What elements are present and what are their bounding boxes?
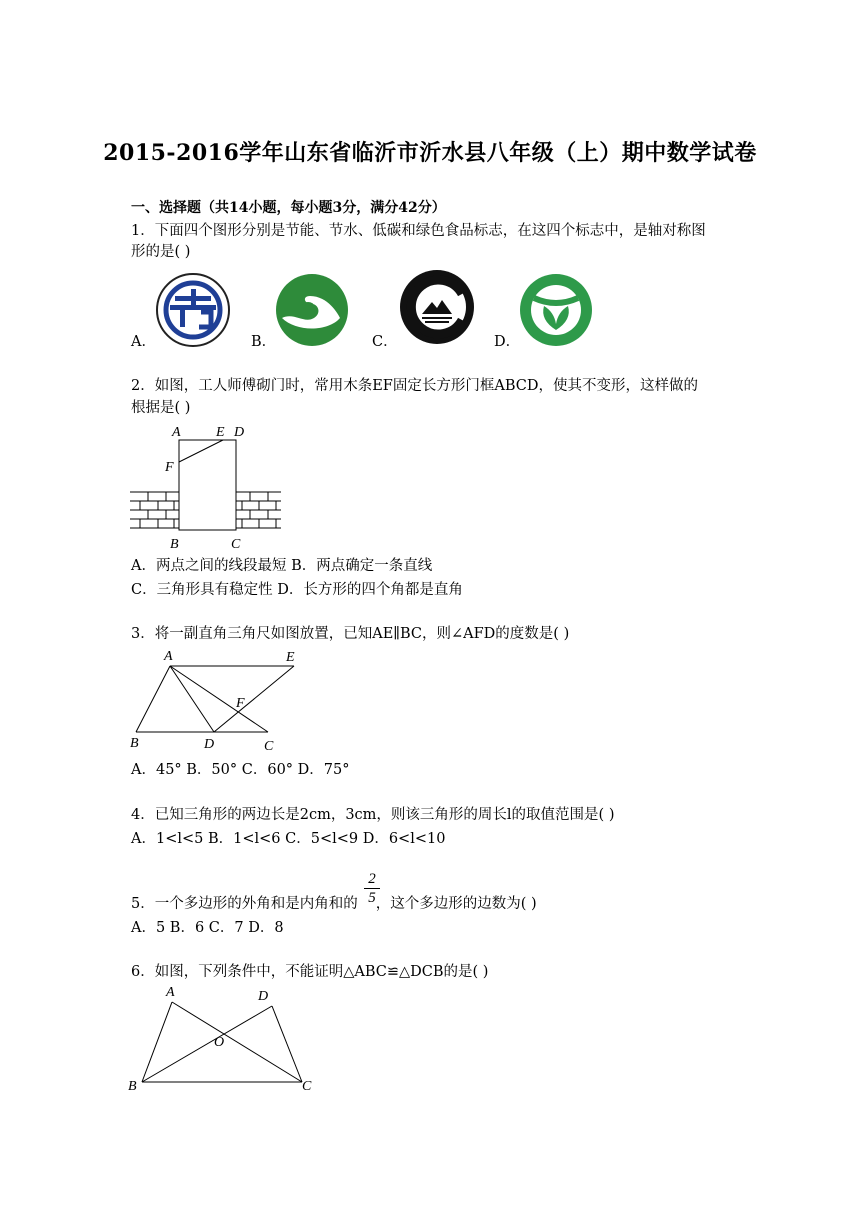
q2-label-e: E [216,425,225,440]
q2-label-a: A [172,425,181,440]
water-saving-logo [274,272,350,348]
q1-option-a-label: A． [131,334,156,350]
q5-fraction-numerator: 2 [368,871,376,887]
q2-options-row2: C．三角形具有稳定性 D．长方形的四个角都是直角 [131,582,463,598]
q6-text: 6．如图，下列条件中，不能证明△ABC≌△DCB的是( ) [131,964,489,980]
q3-triangles-figure [128,644,308,756]
q5-fraction-denominator: 5 [368,890,376,906]
q3-label-c: C [264,739,274,754]
q4-text: 4．已知三角形的两边长是2cm，3cm，则该三角形的周长l的取值范围是( ) [131,807,615,823]
section-heading: 一、选择题（共14小题，每小题3分，满分42分） [131,200,446,216]
q2-options-row1: A．两点之间的线段最短 B．两点确定一条直线 [131,558,433,574]
q1-text-line1: 1．下面四个图形分别是节能、节水、低碳和绿色食品标志，在这四个标志中，是轴对称图 [131,223,706,239]
q1-text-line2: 形的是( ) [131,244,191,260]
q3-label-d: D [204,737,215,752]
page-title: 2015-2016学年山东省临沂市沂水县八年级（上）期中数学试卷 [103,140,757,166]
q3-options: A．45° B．50° C．60° D．75° [131,762,350,778]
q3-label-f: F [236,696,245,711]
q2-label-b: B [170,537,179,552]
q6-label-c: C [302,1079,312,1094]
q4-options: A．1<l<5 B．1<l<6 C．5<l<9 D．6<l<10 [131,831,446,847]
q6-label-o: O [214,1035,225,1050]
q1-option-b-label: B． [251,334,277,350]
q3-label-a: A [164,649,173,664]
q6-label-b: B [128,1079,137,1094]
q5-text-before: 5．一个多边形的外角和是内角和的 [131,896,358,912]
q3-label-b: B [130,736,139,751]
q2-label-f: F [165,460,174,475]
q5-text-after: ，这个多边形的边数为( ) [375,896,537,912]
q5-text [131,894,537,914]
q1-option-d-label: D． [494,334,521,350]
q2-label-c: C [231,537,241,552]
q5-fraction [364,871,380,906]
q5-options: A．5 B．6 C．7 D．8 [131,920,284,936]
low-carbon-logo [398,268,476,346]
q6-label-a: A [166,985,175,1000]
green-food-logo [518,272,594,348]
q1-option-c-label: C． [372,334,398,350]
q3-text: 3．将一副直角三角尺如图放置，已知AE∥BC，则∠AFD的度数是( ) [131,626,570,642]
q6-triangles-figure [126,982,326,1098]
q3-label-e: E [286,650,295,665]
q2-text-line1: 2．如图，工人师傅砌门时，常用木条EF固定长方形门框ABCD，使其不变形，这样做的 [131,378,698,394]
q6-label-d: D [258,989,269,1004]
energy-saving-logo [155,272,231,348]
q2-label-d: D [234,425,245,440]
q2-text-line2: 根据是( ) [131,400,191,416]
q2-door-frame-figure [128,422,288,554]
